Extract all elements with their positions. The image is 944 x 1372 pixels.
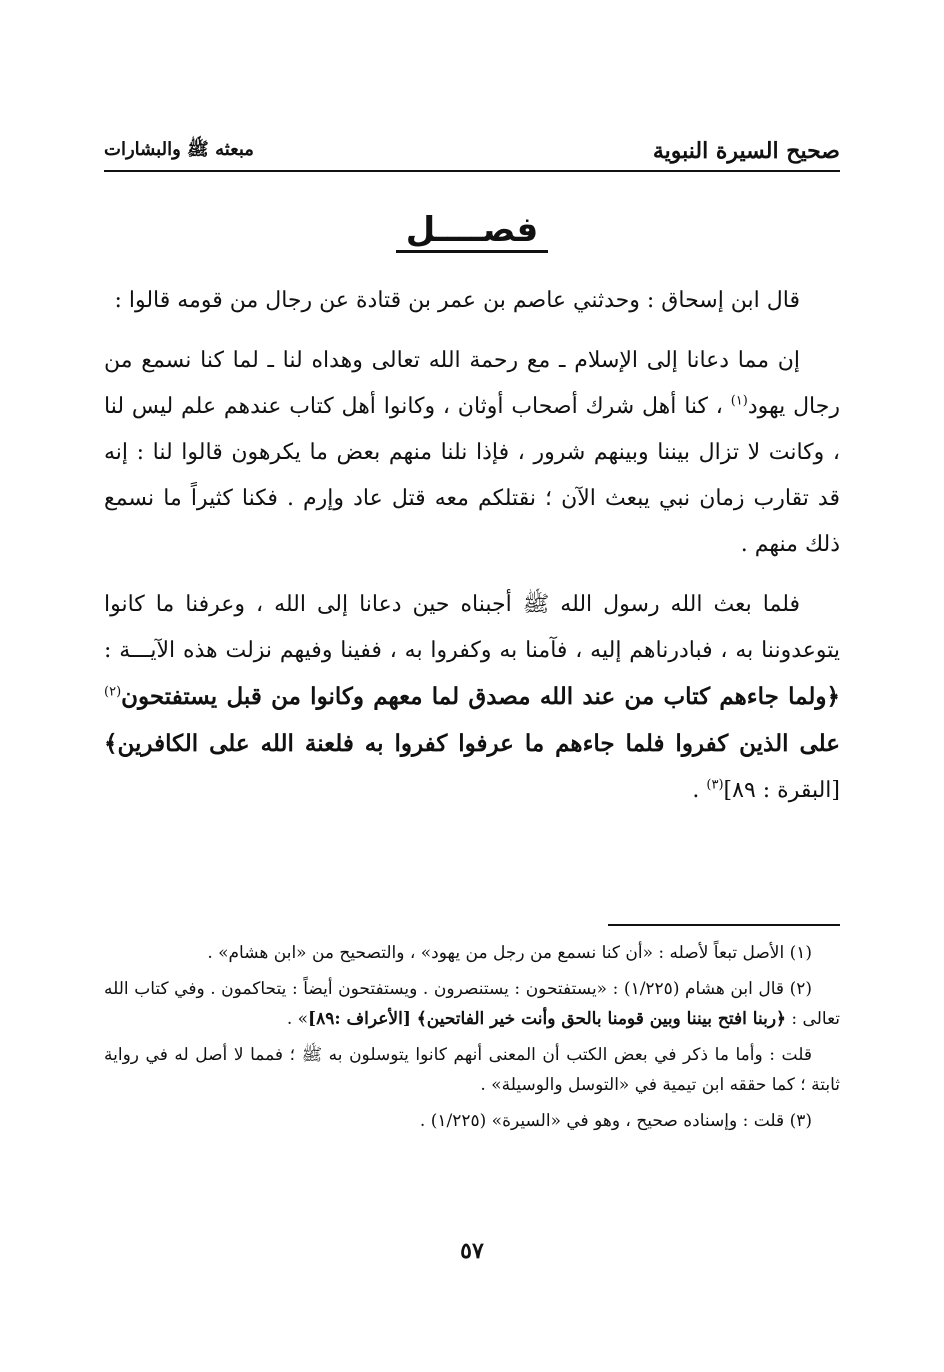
section-title xyxy=(0,210,944,250)
page-number: ٥٧ xyxy=(460,1238,484,1264)
main-text xyxy=(104,278,840,828)
footnote-2 xyxy=(104,974,840,1034)
quran-verse-part-b: على الذين كفروا فلما جاءهم ما عرفوا كفروا به فلعنة الله على الكافرين﴾ xyxy=(104,730,840,757)
footnote-separator xyxy=(608,924,840,926)
book-title: صحيح السيرة النبوية xyxy=(652,138,840,164)
paragraph-3-end: . xyxy=(692,778,707,803)
quran-verse-part-a: ﴿ولما جاءهم كتاب من عند الله مصدق لما معهم وكانوا من قبل يستفتحون xyxy=(121,683,840,710)
chapter-title: مبعثه ﷺ والبشارات xyxy=(104,139,254,160)
verse-citation: [البقرة : ٨٩] xyxy=(723,778,840,803)
footnote-ref-3: (٣) xyxy=(706,777,724,793)
paragraph-3-part-a: فلما بعث الله رسول الله ﷺ أجبناه حين دعانا إلى الله ، وعرفنا ما كانوا يتوعدوننا به ، فبادرناهم إليه ، فآمنا به وكفروا به ، ففينا وفيهم نزلت هذه الآيـــة : xyxy=(104,592,840,663)
footnote-ref-2: (٢) xyxy=(104,684,122,700)
paragraph-1: قال ابن إسحاق : وحدثني عاصم بن عمر بن قتادة عن رجال من قومه قالوا : xyxy=(114,288,800,313)
footnote-2-part-a: (٢) قال ابن هشام (١/٢٢٥) : «يستفتحون : يستنصرون . ويستفتحون أيضاً : يتحاكمون . وفي كتاب الله تعالى : xyxy=(104,979,840,1029)
footnote-2-note: قلت : وأما ما ذكر في بعض الكتب أن المعنى أنهم كانوا يتوسلون به ﷺ ؛ فمما لا أصل له في رواية ثابتة ؛ كما حققه ابن تيمية في «التوسل والوسيلة» . xyxy=(104,1045,840,1095)
footnote-1: (١) الأصل تبعاً لأصله : «أن كنا نسمع من رجل من يهود» ، والتصحيح من «ابن هشام» . xyxy=(207,943,812,963)
footnote-3: (٣) قلت : وإسناده صحيح ، وهو في «السيرة» (١/٢٢٥) . xyxy=(419,1111,812,1131)
paragraph-2 xyxy=(104,338,840,568)
section-title-text: فصــــل xyxy=(396,210,549,253)
footnote-2-quran: ﴿ربنا افتح بيننا وبين قومنا بالحق وأنت خير الفاتحين﴾ [الأعراف :٨٩] xyxy=(308,1009,786,1029)
footnote-ref-1: (١) xyxy=(730,393,748,409)
paragraph-3 xyxy=(104,582,840,814)
paragraph-2-part-a: إن مما دعانا إلى الإسلام ـ مع رحمة الله تعالى وهداه لنا ـ لما كنا نسمع من رجال يهود xyxy=(104,348,840,419)
running-header xyxy=(104,124,840,172)
footnotes xyxy=(104,938,840,1142)
paragraph-2-part-b: ، كنا أهل شرك أصحاب أوثان ، وكانوا أهل كتاب عندهم علم ليس لنا ، وكانت لا تزال بيننا وبينهم شرور ، فإذا نلنا منهم بعض ما يكرهون قالوا لنا : إنه قد تقارب زمان نبي يبعث الآن ؛ نقتلكم معه قتل عاد وإرم . فكنا كثيراً ما نسمع ذلك منهم . xyxy=(104,394,840,557)
footnote-2-part-b: » . xyxy=(286,1009,309,1029)
